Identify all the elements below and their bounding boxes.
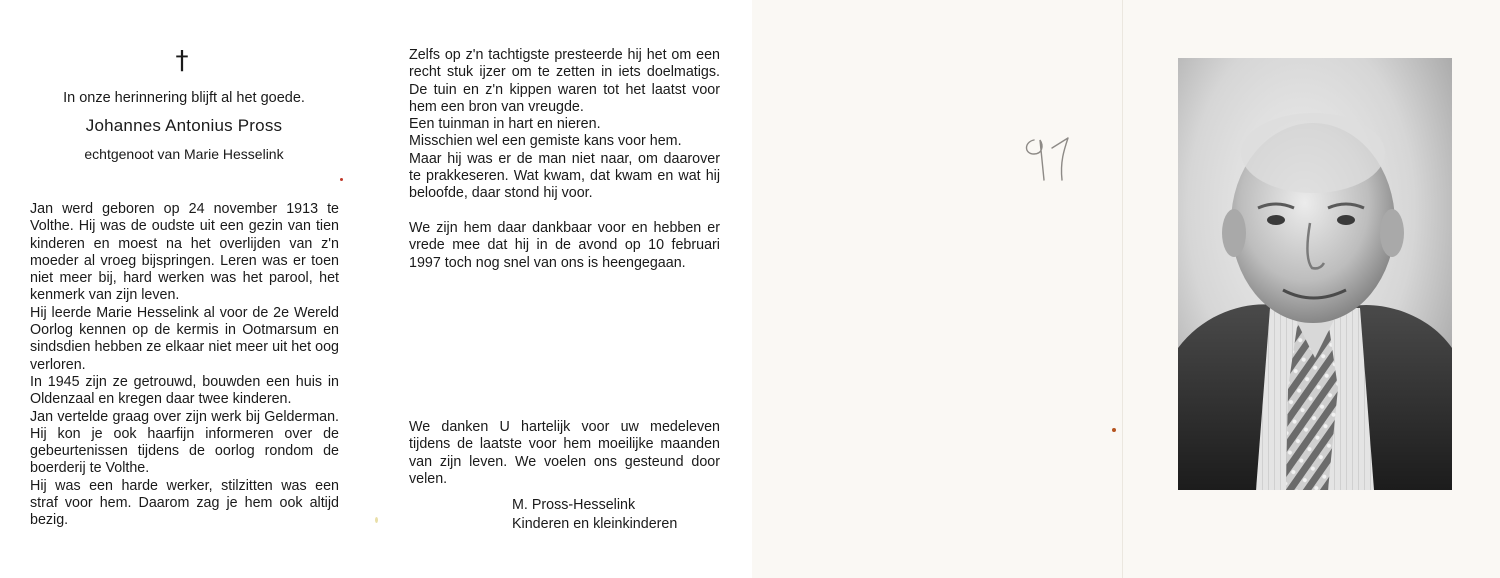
thanks-paragraph: We danken U hartelijk voor uw medeleven tijdens de laatste voor hem moeilijke maanden van zijn leven. We voelen ons gesteund door velen. bbox=[409, 419, 720, 487]
continuation-paragraph: Maar hij was er de man niet naar, om daarover te prakkeseren. Wat kwam, dat kwam en wat hij beloofde, daar stond hij voor. bbox=[409, 150, 720, 202]
closing-paragraph: We zijn hem daar dankbaar voor en hebben er vrede mee dat hij in de avond op 10 februari 1997 toch nog snel van ons is heengegaan. bbox=[409, 219, 720, 271]
biography-paragraph: Hij leerde Marie Hesselink al voor de 2e Wereld Oorlog kennen op de kermis in Ootmarsum en sindsdien hebben ze elkaar niet meer uit het oog verloren. bbox=[30, 304, 339, 373]
fold-line bbox=[1122, 0, 1123, 578]
signature bbox=[512, 496, 677, 534]
biography-paragraph: Jan werd geboren op 24 november 1913 te Volthe. Hij was de oudste uit een gezin van tien kinderen en moest na het overlijden van z'n moeder al vroeg bijspringen. Leren was er toen niet meer bij, hard werken was het parool, het kenmerk van zijn leven. bbox=[30, 201, 339, 304]
continuation-paragraph: Een tuinman in hart en nieren. bbox=[409, 116, 601, 133]
signature-line: Kinderen en kleinkinderen bbox=[512, 516, 678, 532]
thanks-text bbox=[409, 419, 720, 488]
biography-text bbox=[30, 201, 339, 530]
biography-paragraph: In 1945 zijn ze getrouwd, bouwden een huis in Oldenzaal en kregen daar twee kinderen. bbox=[30, 373, 339, 408]
deceased-name: Johannes Antonius Pross bbox=[85, 116, 283, 135]
biography-paragraph: Jan vertelde graag over zijn werk bij Gelderman. Hij kon je ook haarfijn informeren over de gebeurtenissen tijdens de oorlog rondom de boerderij te Volthe. bbox=[30, 408, 339, 477]
signature-line: M. Pross-Hesselink bbox=[512, 497, 636, 513]
speck-mark bbox=[340, 178, 343, 181]
handwritten-mark bbox=[1020, 128, 1080, 188]
speck-mark bbox=[375, 517, 378, 523]
continuation-paragraph: Zelfs op z'n tachtigste presteerde hij het om een recht stuk ijzer om te zetten in iets doelmatigs. De tuin en z'n kippen waren tot het laatst voor hem een bron van vreugde. bbox=[409, 47, 720, 115]
memory-line: In onze herinnering blijft al het goede. bbox=[63, 90, 305, 106]
cross-icon: † bbox=[175, 46, 189, 76]
spouse-line: echtgenoot van Marie Hesselink bbox=[84, 146, 284, 162]
portrait-photo bbox=[1178, 58, 1452, 490]
biography-paragraph: Hij was een harde werker, stilzitten was een straf voor hem. Daarom zag je hem ook altijd bezig. bbox=[30, 477, 339, 529]
continuation-paragraph: Misschien wel een gemiste kans voor hem. bbox=[409, 133, 682, 150]
speck-mark bbox=[1112, 428, 1116, 432]
continuation-text bbox=[409, 47, 720, 272]
